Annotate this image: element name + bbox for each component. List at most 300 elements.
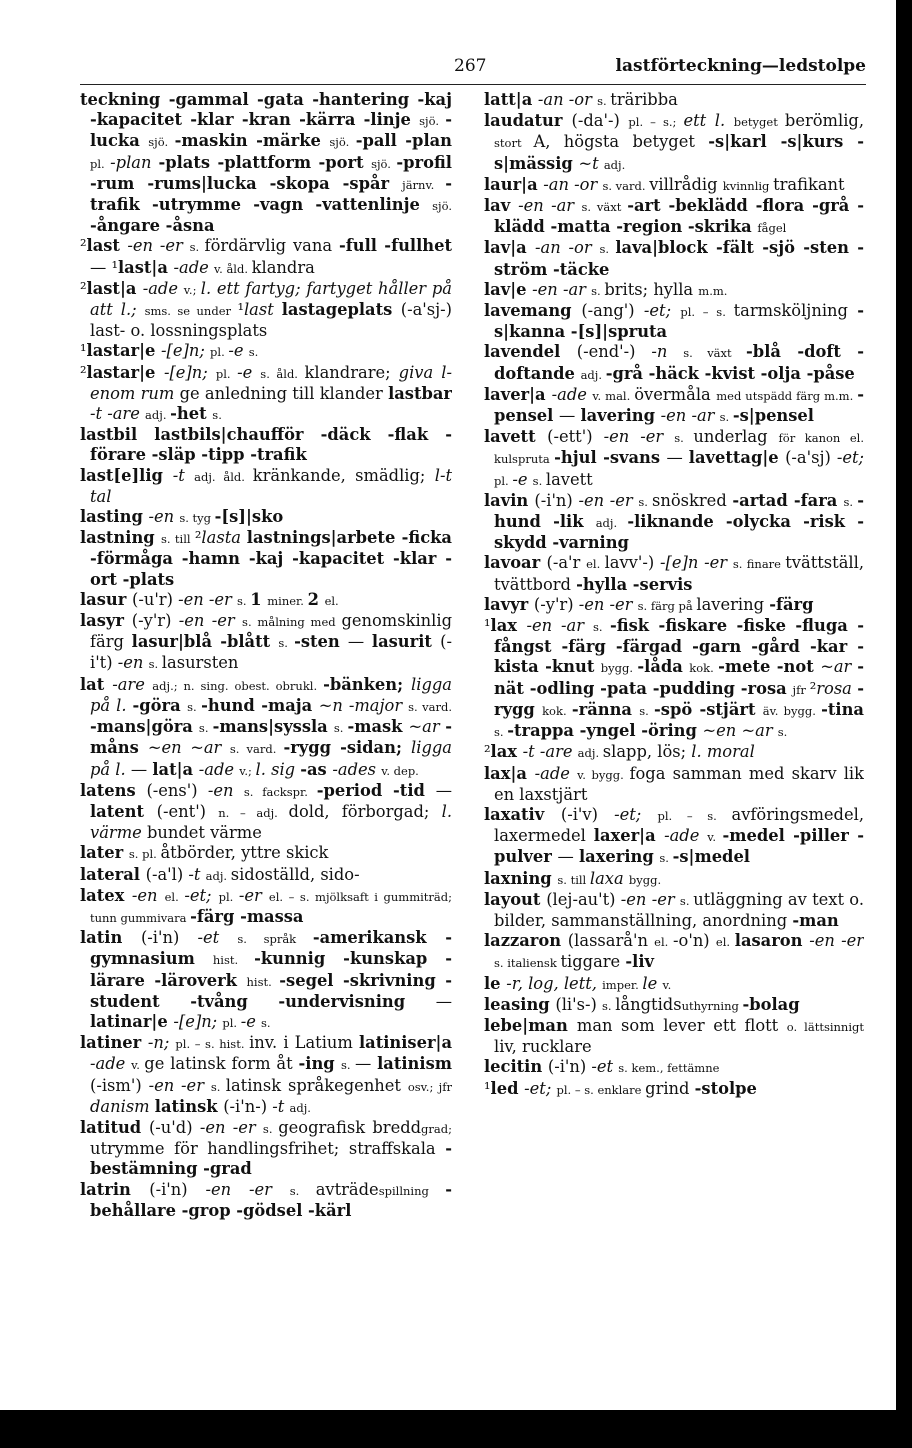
inflection-text: -ade [534, 763, 578, 783]
grammar-label: pl. [218, 889, 239, 904]
headword-text: -lucka [90, 110, 452, 151]
definition-text: (-u'd) [148, 1117, 200, 1137]
dictionary-entry [80, 781, 452, 844]
grammar-label: s. [494, 725, 508, 740]
definition-text: ¹ [80, 341, 87, 361]
dictionary-entry [484, 427, 864, 491]
headword-text: -s|karl -s|kurs -s|mässig [494, 132, 864, 173]
definition-text: berömlig, [784, 111, 864, 131]
headword-text: lav|e [484, 279, 533, 299]
headword-text: -[s]|sko [214, 507, 284, 527]
definition-text: — [666, 448, 689, 468]
grammar-label: s. italiensk [494, 956, 561, 971]
definition-text: ¹ [484, 616, 491, 636]
headword-text: lebe|man [484, 1015, 577, 1035]
definition-text: åtbörder, yttre skick [160, 843, 329, 863]
headword-text: -bänken; [323, 674, 412, 694]
headword-text: -hylla -servis [576, 574, 693, 594]
dictionary-entry [484, 742, 864, 763]
definition-text: (-a'sj-) last- o. lossningsplats [90, 300, 452, 341]
dictionary-entry [484, 175, 864, 196]
headword-text: lastnings|arbete -ficka -förmåga -hamn -kaj -kapacitet -klar -ort -plats [90, 528, 452, 589]
grammar-label: pl. [210, 345, 229, 360]
inflection-text: -en -ar [660, 406, 720, 426]
headword-text: layout [484, 889, 547, 909]
dictionary-entry [484, 1079, 864, 1100]
headword-text: lastning [80, 528, 162, 548]
definition-text: — [558, 406, 581, 426]
dictionary-entry [80, 1180, 452, 1221]
dictionary-entry [80, 466, 452, 507]
inflection-text: le [642, 973, 663, 993]
headword-text: lav|a [484, 238, 535, 258]
definition-text: (-a'sj) [785, 448, 837, 468]
grammar-label: adj. [289, 1100, 311, 1115]
definition-text: utrymme för handlingsfrihet; straffskala [90, 1139, 446, 1159]
grammar-label: s. [679, 893, 694, 908]
headword-text: -bolag [742, 994, 800, 1014]
headword-text: -s|kanna -[s]|spruta [494, 301, 864, 342]
headword-text: lastageplats [281, 300, 401, 320]
inflection-text: -en -er [178, 589, 238, 609]
grammar-label: s. [593, 620, 611, 635]
definition-text: liv, rucklare [494, 1037, 592, 1057]
grammar-label: s. [248, 345, 259, 360]
headword-text: lavettag|e [688, 448, 786, 468]
headword-text: -behållare -grop -gödsel -kärl [90, 1179, 452, 1220]
inflection-text: l. sig [255, 759, 301, 779]
definition-text: — ¹ [90, 257, 118, 277]
grammar-label: pl. – s.; [628, 115, 684, 130]
definition-text: (-da'-) [571, 111, 629, 131]
headword-text: latiner [80, 1033, 148, 1053]
definition-text: övermåla [634, 384, 717, 404]
left-column [80, 90, 452, 1380]
grammar-label: järnv. [402, 177, 446, 192]
definition-text: — [435, 991, 452, 1011]
inflection-text: -et; [643, 301, 681, 321]
grammar-label: el. [654, 935, 674, 950]
headword-text: -period -tid [316, 780, 436, 800]
grammar-label: el. [586, 557, 605, 572]
inflection-text: -e [228, 341, 249, 361]
grammar-label: jfr [792, 682, 810, 697]
grammar-label: pl. – s. [657, 808, 732, 823]
definition-text: (lej-au't) [546, 889, 621, 909]
definition-text: (-y'r) [533, 594, 579, 614]
inflection-text: ~n -major [318, 695, 409, 715]
dictionary-entry [484, 553, 864, 594]
grammar-label: s. åld. [260, 366, 305, 381]
headword-text: le [484, 973, 507, 993]
headword-text: laur|a [484, 174, 544, 194]
inflection-text: -er [238, 885, 269, 905]
headword-text: -liknande -olycka -risk -skydd -varning [494, 512, 864, 553]
grammar-label: s. [262, 1121, 279, 1136]
inflection-text: -[e]n -er [660, 553, 733, 573]
grammar-label: s. [333, 721, 348, 736]
definition-text: slapp, lös; [602, 742, 692, 762]
grammar-label: s. kem., fettämne [618, 1061, 720, 1076]
inflection-text: ~ar [408, 717, 446, 737]
grammar-label: imper. [602, 977, 643, 992]
definition-text: — [557, 847, 579, 867]
grammar-label: äv. bygg. [762, 703, 822, 718]
dictionary-entry [80, 90, 452, 236]
headword-text: -artad -fara [732, 490, 844, 510]
dictionary-entry [484, 111, 864, 175]
headword-text: -maskin -märke [174, 131, 330, 151]
definition-text: — [347, 632, 372, 652]
inflection-text: l. värme [90, 801, 452, 843]
definition-text: (lassarå'n [567, 931, 655, 951]
grammar-label: grad; [421, 1121, 452, 1136]
inflection-text: -et; [184, 885, 219, 905]
grammar-label: sjö. [432, 199, 452, 214]
inflection-text: -an -or [535, 238, 600, 258]
definition-text: geografisk bredd [278, 1117, 422, 1137]
headword-text: lavering [580, 406, 661, 426]
headword-text: -ing [298, 1054, 342, 1074]
headword-text: -stolpe [694, 1078, 757, 1098]
grammar-label: bygg. [600, 661, 638, 676]
dictionary-entry [80, 507, 452, 528]
grammar-label: hist. [212, 953, 255, 968]
grammar-label: s. [777, 725, 788, 740]
grammar-label: adj. [577, 746, 603, 761]
inflection-text: ligga på l. [90, 674, 452, 715]
grammar-label: pl. [215, 366, 238, 381]
headword-text: -mete -not [718, 657, 821, 677]
inflection-text: -en -er [205, 1179, 290, 1199]
headword-text: lastar|e [86, 341, 162, 361]
definition-text: (-i'n) [534, 490, 579, 510]
grammar-label: adj. [145, 408, 171, 423]
headword-text: latin [80, 928, 141, 948]
definition-text: bundet värme [146, 823, 262, 843]
dictionary-entry [484, 1016, 864, 1057]
dictionary-entry [484, 1057, 864, 1078]
headword-text: lat|a [152, 759, 199, 779]
headword-text: lasur|blå -blått [131, 632, 279, 652]
definition-text: (-i'n) [547, 1057, 592, 1077]
definition-text: (-ett') [547, 427, 604, 447]
dictionary-entry [484, 869, 864, 890]
inflection-text: -en -er [603, 427, 675, 447]
headword-text: last [86, 236, 128, 256]
headword-text: -art -beklädd -flora -grå -klädd -matta -region -skrika [494, 196, 864, 237]
grammar-label: el. [164, 889, 185, 904]
headword-text: last|a [117, 257, 174, 277]
grammar-label: s. målning med [242, 615, 342, 630]
inflection-text: l. moral [691, 742, 755, 762]
grammar-label: v.; [183, 282, 201, 297]
headword-text: -färg -massa [190, 906, 304, 926]
grammar-label: s. [659, 851, 673, 866]
grammar-label: spillning [378, 1183, 446, 1198]
grammar-label: sjö. [419, 114, 446, 129]
definition-text: (-i'n-) [223, 1096, 273, 1116]
headword-text: -pensel [494, 384, 864, 426]
definition-text: (-y'r) [131, 611, 179, 631]
grammar-label: s. fackspr. [243, 784, 317, 799]
headword-text: lavett [484, 427, 548, 447]
headword-text: later [80, 843, 129, 863]
inflection-text: -ade [173, 257, 214, 277]
definition-text: (-a'l) [145, 864, 189, 884]
grammar-label: s. tyg [179, 511, 215, 526]
inflection-text: -en -er [148, 1075, 211, 1095]
headword-text: -liv [625, 952, 654, 972]
headword-text: latinar|e [90, 1011, 174, 1031]
grammar-label: v.; [239, 763, 256, 778]
grammar-label: s. [210, 1079, 226, 1094]
definition-text: utläggning av text o. bilder, sammanställning, anordning [494, 889, 864, 930]
grammar-label: adj.; n. sing. obest. obrukl. [152, 678, 324, 693]
headword-text: -bestämning -grad [90, 1139, 452, 1179]
inflection-text: -en -er [809, 931, 864, 951]
definition-text: ² [80, 362, 87, 382]
grammar-label: kok. [689, 661, 719, 676]
headword-text: laxer|a [593, 826, 665, 846]
headword-text: latent [90, 801, 157, 821]
definition-text: lasursten [161, 653, 239, 673]
definition-text: inv. i Latium [249, 1033, 359, 1053]
grammar-label: kvinnlig [722, 178, 774, 193]
definition-text: man som lever ett flott [576, 1015, 787, 1035]
definition-text: genomskinlig färg [90, 611, 452, 652]
headword-text: -plats -plattform -port [158, 152, 372, 172]
inflection-text: -[e]n; [173, 1011, 223, 1031]
grammar-label: miner. [267, 593, 308, 608]
headword-text: lax|a [484, 763, 535, 783]
headword-text: -het [170, 404, 213, 424]
page-number: 267 [454, 56, 487, 76]
page-header [80, 56, 866, 82]
grammar-label: med utspädd färg m.m. [716, 388, 858, 403]
dictionary-entry [80, 1118, 452, 1180]
headword-text: -kunnig -kunskap -lärare -läroverk [90, 949, 452, 990]
grammar-label: sjö. [329, 135, 356, 150]
definition-text: (-ang') [581, 301, 644, 321]
dictionary-entry [80, 865, 452, 886]
dictionary-entry [484, 342, 864, 384]
headword-text: -full -fullhet [338, 236, 452, 256]
grammar-label: adj. åld. [194, 469, 253, 484]
inflection-text: lasta [201, 528, 247, 548]
grammar-label: bygg. [628, 872, 662, 887]
headword-text: -trafik -utrymme -vagn -vattenlinje [90, 173, 452, 215]
grammar-label: s. vard. [408, 699, 452, 714]
grammar-label: v. dep. [381, 763, 419, 778]
headword-text: latrin [80, 1179, 150, 1199]
dictionary-entry [80, 928, 452, 1033]
grammar-label: s. [187, 699, 202, 714]
definition-text: (-u'r) [131, 589, 179, 609]
definition-text: ¹ [237, 300, 244, 320]
headword-text: -låda [637, 657, 690, 677]
dictionary-entry [484, 931, 864, 973]
dictionary-entry [484, 301, 864, 342]
headword-text: laver|a [484, 384, 552, 404]
headword-text: lasurit [371, 632, 441, 652]
definition-text: — [130, 759, 153, 779]
headword-text: led [490, 1078, 525, 1098]
grammar-label: s. [674, 431, 694, 446]
definition-text: foga samman med skarv lik en laxstjärt [494, 763, 864, 804]
headword-text: lat [80, 674, 113, 694]
definition-text: — [354, 1054, 378, 1074]
inflection-text: -ades [332, 759, 382, 779]
dictionary-entry [80, 363, 452, 426]
headword-text: latt|a [484, 90, 538, 109]
headword-text: lastar|e [86, 362, 164, 382]
grammar-label: uthyrning [681, 998, 743, 1013]
headword-text: -ångare -åsna [90, 216, 215, 236]
grammar-label: fågel [757, 221, 787, 236]
grammar-label: sjö. [148, 135, 175, 150]
inflection-text: -e [240, 1011, 262, 1031]
headword-text: -färg [769, 594, 814, 614]
inflection-text: -en -er [178, 611, 243, 631]
grammar-label: s. [341, 1058, 355, 1073]
headword-text: lava|block -fält -sjö -sten -ström -täcke [494, 238, 864, 279]
grammar-label: s. [638, 494, 653, 509]
inflection-text: -an -or [537, 90, 598, 109]
headword-text: -måns [90, 717, 452, 758]
inflection-text: -t [272, 1096, 290, 1116]
grammar-label: sms. se under [144, 304, 238, 319]
grammar-label: pl. – s. enklare [556, 1082, 646, 1097]
dictionary-entry [484, 764, 864, 805]
definition-text: brits; hylla [604, 279, 699, 299]
dictionary-entry [80, 528, 452, 590]
definition-text: grind [645, 1078, 695, 1098]
running-head: lastförteckning—ledstolpe [615, 56, 866, 76]
grammar-label: s. [599, 242, 616, 257]
headword-text: latiniser|a [358, 1033, 452, 1053]
definition-text: (-i't) [90, 632, 452, 673]
grammar-label: pl. [494, 473, 513, 488]
grammar-label: sjö. [371, 156, 397, 171]
headword-text: -as [300, 759, 333, 779]
inflection-text: -ade [90, 1054, 132, 1074]
grammar-label: betyget [733, 115, 785, 130]
inflection-text: -t [172, 465, 195, 485]
dictionary-entry [80, 843, 452, 864]
definition-text: (li's-) [555, 994, 602, 1014]
definition-text: (-i'v) [560, 804, 615, 824]
definition-text: långtids [615, 994, 682, 1014]
definition-text: fördärvlig vana [204, 236, 339, 256]
dictionary-entry [484, 995, 864, 1016]
grammar-label: pl. – s. hist. [175, 1037, 250, 1052]
grammar-label: s. [148, 657, 162, 672]
definition-text: träribba [610, 90, 678, 109]
definition-text: tvättställ, tvättbord [494, 553, 864, 594]
headword-text: lecitin [484, 1057, 548, 1077]
inflection-text: -en [131, 885, 165, 905]
grammar-label: s. språk [237, 932, 313, 947]
inflection-text: -n; [147, 1033, 176, 1053]
headword-text: -mask [347, 717, 409, 737]
grammar-label: s. till [557, 872, 590, 887]
definition-text: (-i'n) [140, 928, 198, 948]
headword-text: -blå -doft -doftande [494, 342, 864, 383]
inflection-text: laxa [589, 868, 629, 888]
definition-text: dold, förborgad; [288, 801, 442, 821]
inflection-text: -et; [836, 448, 864, 468]
grammar-label: s. [532, 473, 546, 488]
grammar-label: s. [289, 1183, 316, 1198]
inflection-text: -en -er [127, 236, 190, 256]
inflection-text: danism [90, 1096, 155, 1116]
inflection-text: -en -ar [518, 196, 582, 216]
inflection-text: -e [512, 469, 533, 489]
grammar-label: s. [591, 283, 605, 298]
headword-text: -hjul -svans [554, 448, 667, 468]
inflection-text: l-t tal [90, 465, 452, 506]
grammar-label: s. [261, 1015, 271, 1030]
grammar-label: el. – s. mjölksaft i gummiträd; tunn gummivara [90, 889, 452, 925]
headword-text: -rygg [494, 678, 864, 719]
headword-text: lasyr [80, 611, 132, 631]
headword-text: leasing [484, 994, 556, 1014]
headword-text: -hund -maja [201, 695, 319, 715]
headword-text: -ränna [571, 699, 640, 719]
grammar-label: s. [843, 494, 858, 509]
inflection-text: -r, log, lett, [506, 973, 603, 993]
headword-text: latens [80, 780, 147, 800]
grammar-label: o. lättsinnigt [786, 1019, 864, 1034]
definition-text: ² [809, 678, 817, 698]
inflection-text: -en [207, 780, 244, 800]
definition-text: latinsk språkegenhet [225, 1075, 408, 1095]
inflection-text: -ade [664, 826, 708, 846]
header-rule [80, 84, 866, 85]
grammar-label: v. [707, 830, 723, 845]
headword-text: laxning [484, 868, 558, 888]
headword-text: latinism [377, 1054, 452, 1074]
grammar-label: el. [324, 593, 339, 608]
dictionary-entry [484, 805, 864, 869]
headword-text: lateral [80, 864, 146, 884]
definition-text: villrådig [649, 174, 723, 194]
inflection-text: -ade [198, 759, 240, 779]
inflection-text: rosa [816, 678, 858, 698]
definition-text: (-ens') [146, 780, 208, 800]
dictionary-entry [80, 675, 452, 781]
grammar-label: osv.; jfr [407, 1079, 452, 1094]
inflection-text: -an -or [543, 174, 603, 194]
inflection-text: -en -ar [532, 279, 592, 299]
headword-text: lavin [484, 490, 535, 510]
inflection-text: -et; [614, 804, 658, 824]
definition-text: (-a'r [546, 553, 587, 573]
headword-text: -medel -piller -pulver [494, 826, 864, 867]
grammar-label: v. bygg. [577, 767, 630, 782]
dictionary-entry [80, 279, 452, 342]
inflection-text: -en -ar [526, 616, 594, 636]
dictionary-entry [484, 238, 864, 279]
definition-text: kränkande, smädlig; [252, 465, 435, 485]
grammar-label: s. vard. [602, 178, 650, 193]
inflection-text: -are [112, 674, 153, 694]
definition-text: avträde [315, 1179, 379, 1199]
grammar-label: s. [212, 408, 222, 423]
headword-text: -sten [294, 632, 348, 652]
headword-text: lavoar [484, 553, 547, 573]
